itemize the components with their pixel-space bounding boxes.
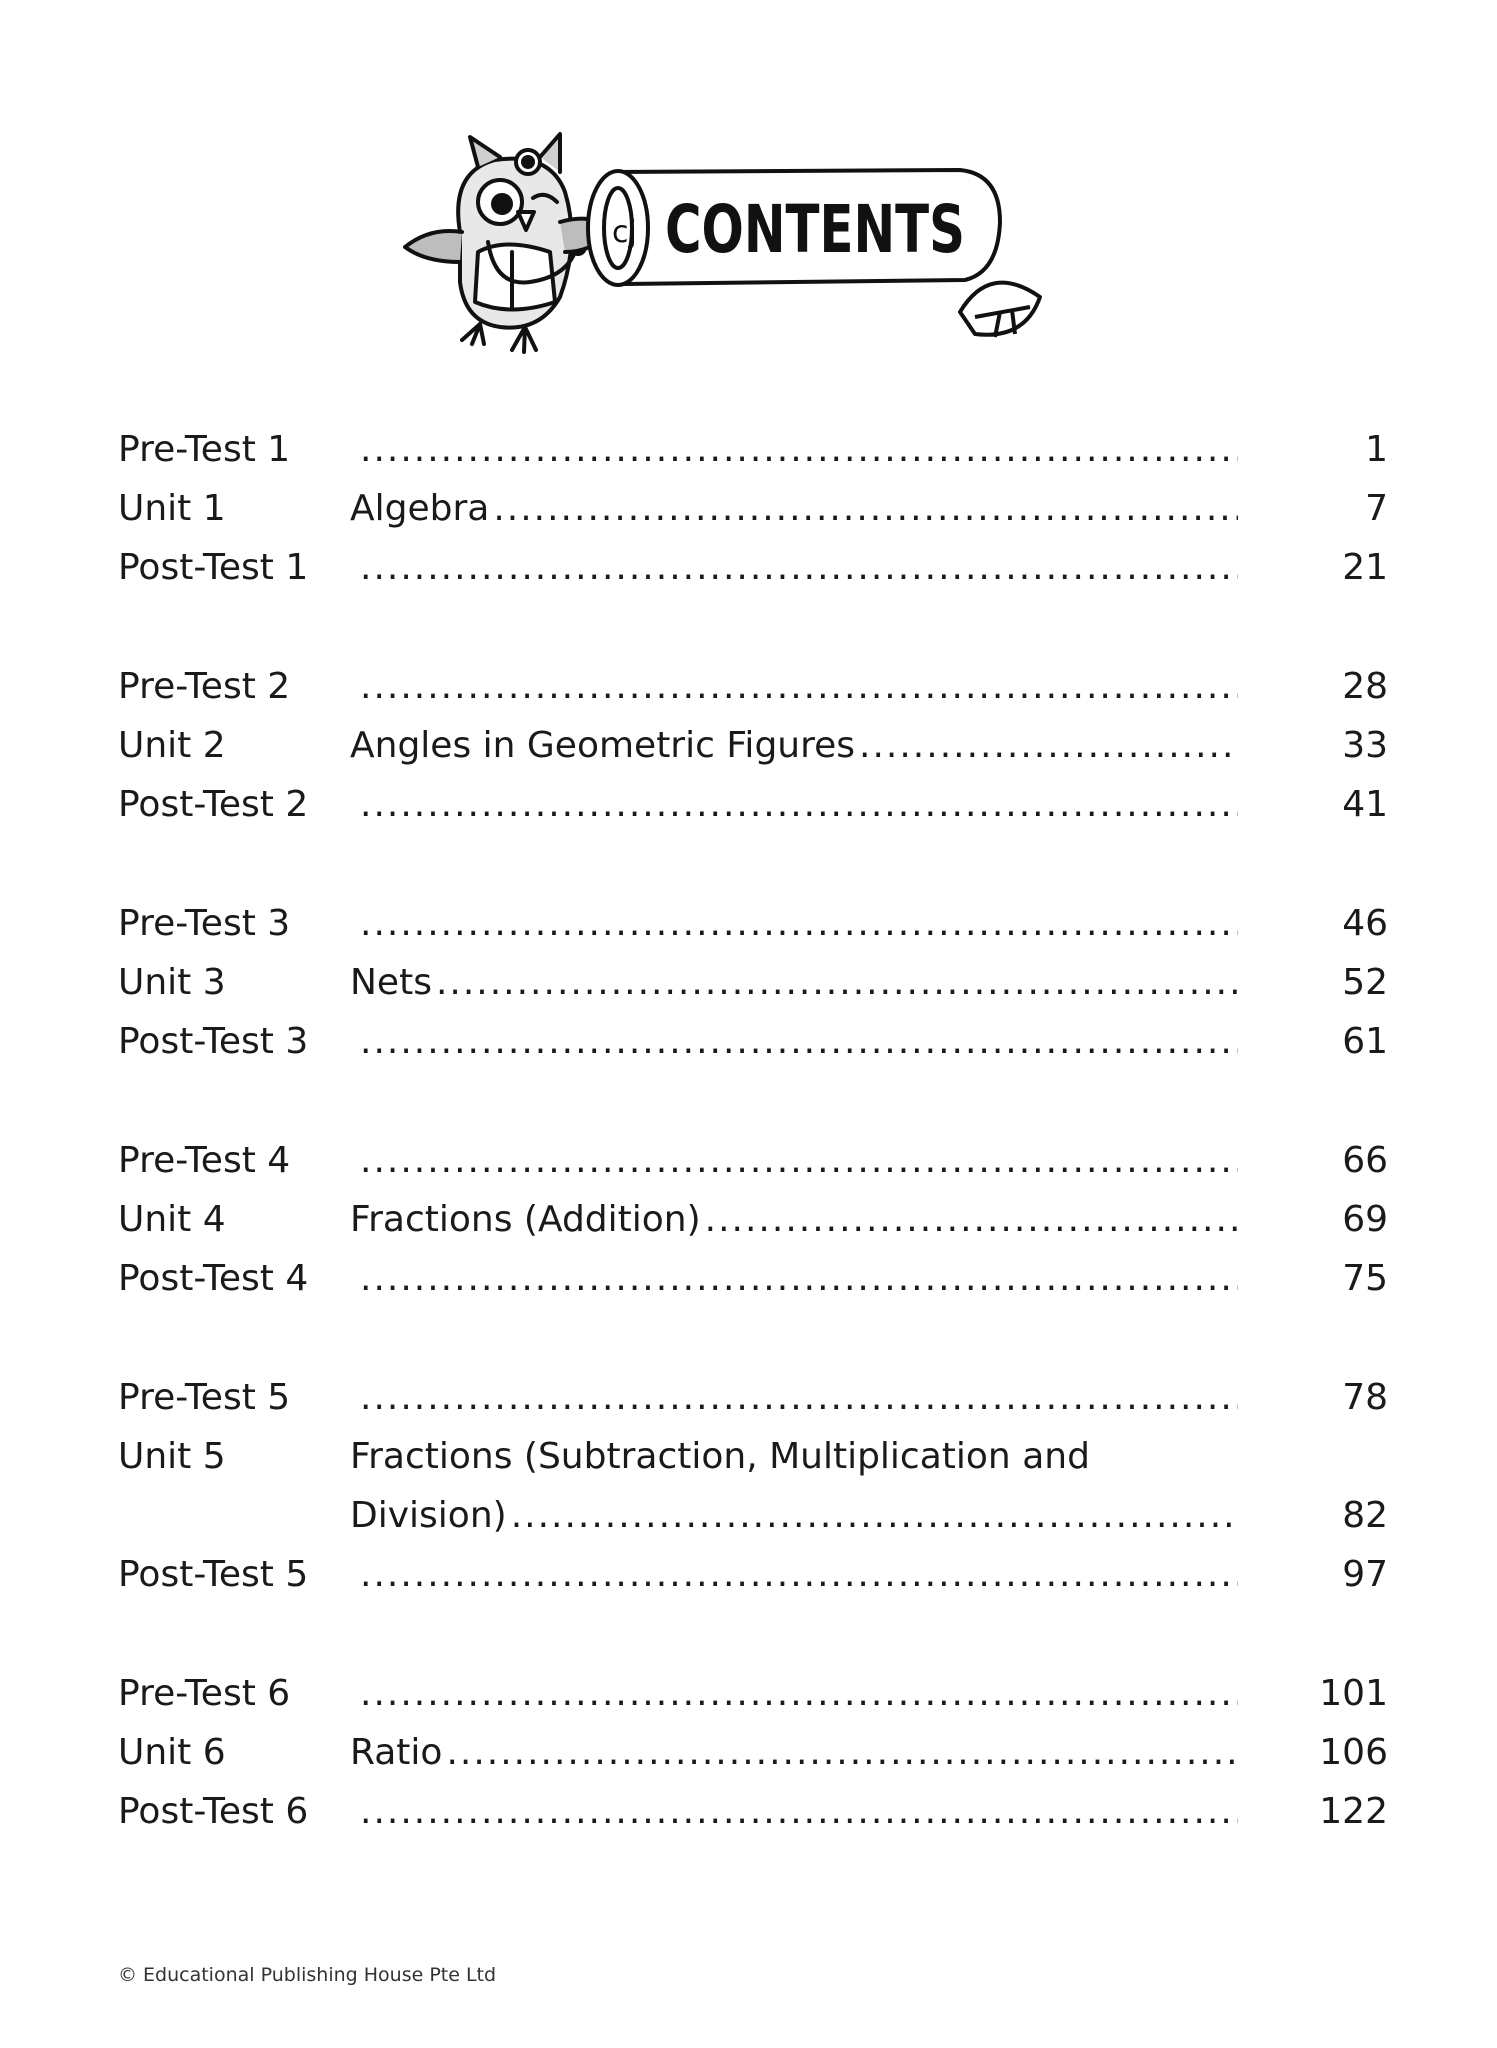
- toc-entry-title-area: [350, 420, 1238, 479]
- toc-entry-page-number: 28: [1342, 666, 1388, 707]
- toc-entry-title-area: [350, 1723, 1238, 1782]
- toc-entry[interactable]: [118, 1012, 1388, 1071]
- dot-leader: [360, 420, 1238, 479]
- toc-entry[interactable]: [118, 775, 1388, 834]
- toc-entry-page-number: 21: [1342, 547, 1388, 588]
- toc-entry-title-area: [350, 1249, 1238, 1308]
- toc-entry[interactable]: [118, 1190, 1388, 1249]
- toc-entry-label: Pre-Test 5: [118, 1377, 291, 1418]
- dot-leader: [360, 1664, 1238, 1723]
- toc-entry[interactable]: [118, 953, 1388, 1012]
- svg-text:cj: cj: [612, 215, 637, 250]
- toc-entry[interactable]: [118, 894, 1388, 953]
- dot-leader: [511, 1486, 1238, 1545]
- toc-entry[interactable]: [118, 1723, 1388, 1782]
- dot-leader: [436, 953, 1238, 1012]
- toc-entry[interactable]: [118, 657, 1388, 716]
- toc-entry-page-number: 82: [1342, 1495, 1388, 1536]
- table-of-contents: [118, 420, 1388, 1901]
- dot-leader: [360, 1131, 1238, 1190]
- dot-leader: [360, 1368, 1238, 1427]
- toc-entry-page-number: 122: [1319, 1791, 1388, 1832]
- owl-mascot-icon: [405, 134, 615, 352]
- dot-leader: [360, 1249, 1238, 1308]
- toc-entry-label: Pre-Test 2: [118, 666, 291, 707]
- toc-entry-title-area: [350, 1545, 1238, 1604]
- toc-entry-page-number: 41: [1342, 784, 1388, 825]
- toc-entry-title-area: [350, 1131, 1238, 1190]
- toc-entry[interactable]: [118, 1368, 1388, 1427]
- contents-title: CONTENTS: [665, 191, 965, 268]
- toc-entry-continuation[interactable]: [118, 1486, 1388, 1545]
- toc-entry-title-area: [350, 1012, 1238, 1071]
- toc-entry-title: Algebra: [350, 488, 490, 529]
- toc-section: [118, 1131, 1388, 1308]
- toc-entry[interactable]: [118, 1249, 1388, 1308]
- toc-section: [118, 1368, 1388, 1604]
- toc-entry[interactable]: [118, 1664, 1388, 1723]
- toc-entry-label: Unit 2: [118, 725, 226, 766]
- toc-entry-title: Fractions (Addition): [350, 1199, 701, 1240]
- toc-entry-title-area: [350, 716, 1238, 775]
- toc-entry-page-number: 52: [1342, 962, 1388, 1003]
- toc-entry-title-area: [350, 1427, 1238, 1486]
- toc-entry[interactable]: [118, 1545, 1388, 1604]
- toc-entry-page-number: 66: [1342, 1140, 1388, 1181]
- toc-entry-title: Angles in Geometric Figures: [350, 725, 856, 766]
- toc-entry-title-area: [350, 953, 1238, 1012]
- dot-leader: [360, 894, 1238, 953]
- toc-section: [118, 894, 1388, 1071]
- toc-entry-label: Unit 6: [118, 1732, 226, 1773]
- copyright-footer: © Educational Publishing House Pte Ltd: [118, 1964, 497, 1986]
- toc-entry[interactable]: [118, 716, 1388, 775]
- toc-section: [118, 420, 1388, 597]
- toc-entry[interactable]: [118, 1131, 1388, 1190]
- toc-entry-title-area: [350, 538, 1238, 597]
- toc-entry-page-number: 75: [1342, 1258, 1388, 1299]
- toc-entry-title-area: [350, 1664, 1238, 1723]
- toc-entry-title-continued: Division): [350, 1495, 507, 1536]
- dot-leader: [360, 1782, 1238, 1841]
- dot-leader: [705, 1190, 1238, 1249]
- toc-entry[interactable]: [118, 1427, 1388, 1486]
- toc-entry-label: Post-Test 4: [118, 1258, 309, 1299]
- toc-entry-title-area: [350, 1190, 1238, 1249]
- toc-entry-label: Unit 1: [118, 488, 226, 529]
- toc-entry-title-area: [350, 1782, 1238, 1841]
- toc-entry-page-number: 46: [1342, 903, 1388, 944]
- toc-entry-page-number: 61: [1342, 1021, 1388, 1062]
- toc-section: [118, 657, 1388, 834]
- toc-entry-title-area: [350, 1486, 1238, 1545]
- toc-entry-label: Pre-Test 1: [118, 429, 291, 470]
- toc-entry-label: Post-Test 5: [118, 1554, 309, 1595]
- dot-leader: [360, 1545, 1238, 1604]
- toc-entry-title-area: [350, 1368, 1238, 1427]
- dot-leader: [360, 657, 1238, 716]
- toc-entry-label: Post-Test 6: [118, 1791, 309, 1832]
- toc-entry-label: Pre-Test 4: [118, 1140, 291, 1181]
- toc-entry-page-number: 7: [1365, 488, 1388, 529]
- dot-leader: [360, 775, 1238, 834]
- toc-entry-page-number: 1: [1365, 429, 1388, 470]
- toc-entry-label: Post-Test 2: [118, 784, 309, 825]
- dot-leader: [493, 479, 1238, 538]
- toc-entry-page-number: 69: [1342, 1199, 1388, 1240]
- toc-entry-title: Nets: [350, 962, 432, 1003]
- toc-entry-page-number: 97: [1342, 1554, 1388, 1595]
- toc-entry[interactable]: [118, 479, 1388, 538]
- dot-leader: [360, 1012, 1238, 1071]
- dot-leader: [859, 716, 1238, 775]
- toc-entry-page-number: 106: [1319, 1732, 1388, 1773]
- toc-entry-label: Unit 5: [118, 1436, 226, 1477]
- owl-banner-illustration: [400, 112, 1140, 372]
- toc-entry-page-number: 33: [1342, 725, 1388, 766]
- toc-entry-label: Pre-Test 3: [118, 903, 291, 944]
- toc-entry[interactable]: [118, 420, 1388, 479]
- toc-entry-page-number: 101: [1319, 1673, 1388, 1714]
- toc-entry-title-area: [350, 657, 1238, 716]
- toc-entry[interactable]: [118, 538, 1388, 597]
- toc-entry-label: Post-Test 1: [118, 547, 309, 588]
- toc-entry-title-area: [350, 775, 1238, 834]
- toc-entry-title: Fractions (Subtraction, Multiplication and: [350, 1436, 1090, 1477]
- contents-header: [400, 112, 1140, 372]
- toc-entry-title-area: [350, 479, 1238, 538]
- dot-leader: [360, 538, 1238, 597]
- toc-entry-page-number: 78: [1342, 1377, 1388, 1418]
- toc-entry-label: Pre-Test 6: [118, 1673, 291, 1714]
- toc-entry-label: Post-Test 3: [118, 1021, 309, 1062]
- toc-entry[interactable]: [118, 1782, 1388, 1841]
- toc-entry-label: Unit 3: [118, 962, 226, 1003]
- dot-leader: [446, 1723, 1238, 1782]
- toc-entry-title: Ratio: [350, 1732, 443, 1773]
- toc-section: [118, 1664, 1388, 1841]
- toc-entry-label: Unit 4: [118, 1199, 226, 1240]
- toc-entry-title-area: [350, 894, 1238, 953]
